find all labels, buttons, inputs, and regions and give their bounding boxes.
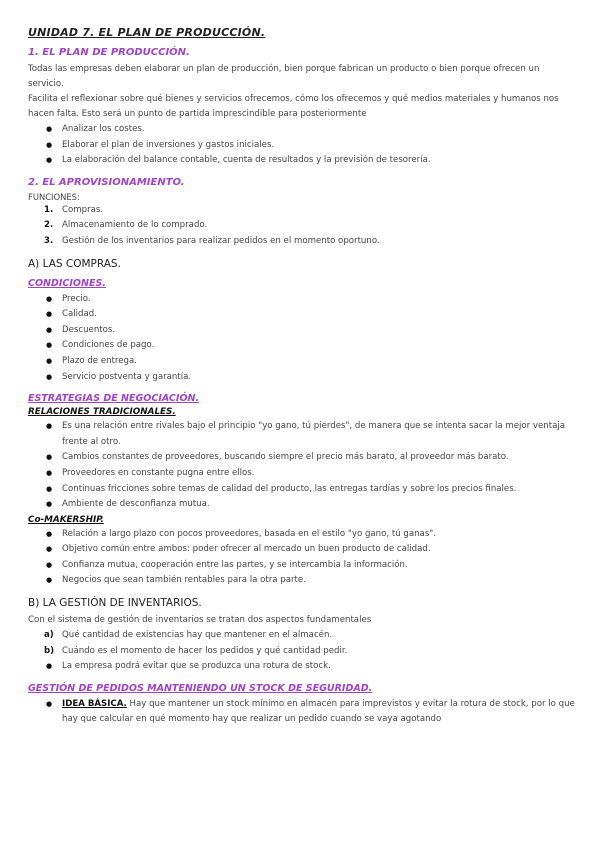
list-marker: b) — [44, 645, 55, 656]
list-marker: 3. — [44, 235, 54, 246]
strategies-heading: ESTRATEGIAS DE NEGOCIACIÓN. — [28, 393, 200, 405]
list-item — [28, 697, 576, 728]
list-item: ● Es una relación entre rivales bajo el principio "yo gano, tú pierdes", de manera que se intenta sacar la mejor ventaja frente al otro. — [28, 419, 576, 450]
list-item: ● Confianza mutua, cooperación entre las partes, y se intercambia la información. — [28, 558, 576, 574]
section-1-heading: 1. EL PLAN DE PRODUCCIÓN. — [28, 47, 190, 58]
section-1-list — [28, 122, 576, 169]
list-marker: 2. — [44, 220, 54, 231]
idea-label: IDEA BÁSICA. — [62, 698, 127, 709]
list-item: ● La empresa podrá evitar que se produzca una rotura de stock. — [28, 659, 576, 675]
list-marker: 1. — [44, 204, 54, 215]
functions-label: FUNCIONES: — [28, 191, 80, 202]
comakership-list — [28, 527, 576, 589]
list-item: ● Proveedores en constante pugna entre ellos. — [28, 466, 576, 482]
functions-list — [28, 203, 576, 250]
inventory-intro: Con el sistema de gestión de inventarios se tratan dos aspectos fundamentales — [28, 615, 372, 626]
conditions-list — [28, 292, 576, 386]
purchases-heading: A) LAS COMPRAS. — [28, 257, 121, 270]
list-item: ● Calidad. — [28, 307, 576, 323]
list-text: Compras. — [62, 204, 104, 215]
list-item: ● Precio. — [28, 292, 576, 308]
list-item: ● Descuentos. — [28, 323, 576, 339]
section-2-heading: 2. EL APROVISIONAMIENTO. — [28, 176, 185, 188]
document-page — [28, 26, 576, 728]
list-item: ● Cambios constantes de proveedores, buscando siempre el precio más barato, al proveedor más barato. — [28, 450, 576, 466]
list-item: ● Continuas fricciones sobre temas de calidad del producto, las entregas tardías y sobre los precios finales. — [28, 482, 576, 498]
list-item: ● Elaborar el plan de inversiones y gastos iniciales. — [28, 138, 576, 154]
list-text: Qué cantidad de existencias hay que mantener en el almacén. — [62, 630, 333, 641]
inventory-heading: B) LA GESTIÓN DE INVENTARIOS. — [28, 597, 202, 610]
list-item: ● Negocios que sean también rentables para la otra parte. — [28, 573, 576, 589]
section-1-paragraph-1: Todas las empresas deben elaborar un plan de producción, bien porque fabrican un producto o bien porque ofrecen un servicio. — [28, 64, 540, 89]
list-text: Cuándo es el momento de hacer los pedidos y qué cantidad pedir. — [62, 645, 348, 656]
list-item: ● Analizar los costes. — [28, 122, 576, 138]
list-item: ● Relación a largo plazo con pocos proveedores, basada en el estilo "yo gano, tú ganas". — [28, 527, 576, 543]
idea-text: Hay que mantener un stock mínimo en almacén para imprevistos y evitar la rotura de stock, por lo que hay que calcular en qué momento hay que realizar un pedido cuando se vaya agotando — [62, 698, 575, 725]
list-marker: a) — [44, 630, 54, 641]
traditional-relations-list — [28, 419, 576, 513]
list-item: ● Servicio postventa y garantía. — [28, 370, 576, 386]
list-item — [28, 628, 576, 644]
conditions-heading: CONDICIONES. — [28, 277, 106, 289]
list-item: ● Condiciones de pago. — [28, 338, 576, 354]
list-item: ● Objetivo común entre ambos: poder ofrecer al mercado un buen producto de calidad. — [28, 542, 576, 558]
list-text: Almacenamiento de lo comprado. — [62, 220, 208, 231]
unit-title: UNIDAD 7. EL PLAN DE PRODUCCIÓN. — [28, 26, 266, 39]
section-1-paragraph-2: Facilita el reflexionar sobre qué bienes y servicios ofrecemos, cómo los ofrecemos y qué medios materiales y humanos nos hacen falta. Esto será un punto de partida imprescindible para posteriormente — [28, 94, 559, 119]
list-item — [28, 234, 576, 250]
comakership-heading: Co-MAKERSHIP. — [28, 514, 104, 525]
list-item: ● La elaboración del balance contable, cuenta de resultados y la previsión de tesorería. — [28, 153, 576, 169]
list-item: ● Plazo de entrega. — [28, 354, 576, 370]
inventory-note-list — [28, 659, 576, 675]
list-item — [28, 218, 576, 234]
list-item: ● Ambiente de desconfianza mutua. — [28, 497, 576, 513]
safety-stock-list — [28, 697, 576, 728]
list-item — [28, 203, 576, 219]
list-text: Gestión de los inventarios para realizar pedidos en el momento oportuno. — [62, 235, 380, 246]
list-item — [28, 644, 576, 660]
inventory-aspects-list — [28, 628, 576, 659]
safety-stock-heading: GESTIÓN DE PEDIDOS MANTENIENDO UN STOCK DE SEGURIDAD. — [28, 682, 373, 694]
traditional-relations-heading: RELACIONES TRADICIONALES. — [28, 407, 176, 418]
